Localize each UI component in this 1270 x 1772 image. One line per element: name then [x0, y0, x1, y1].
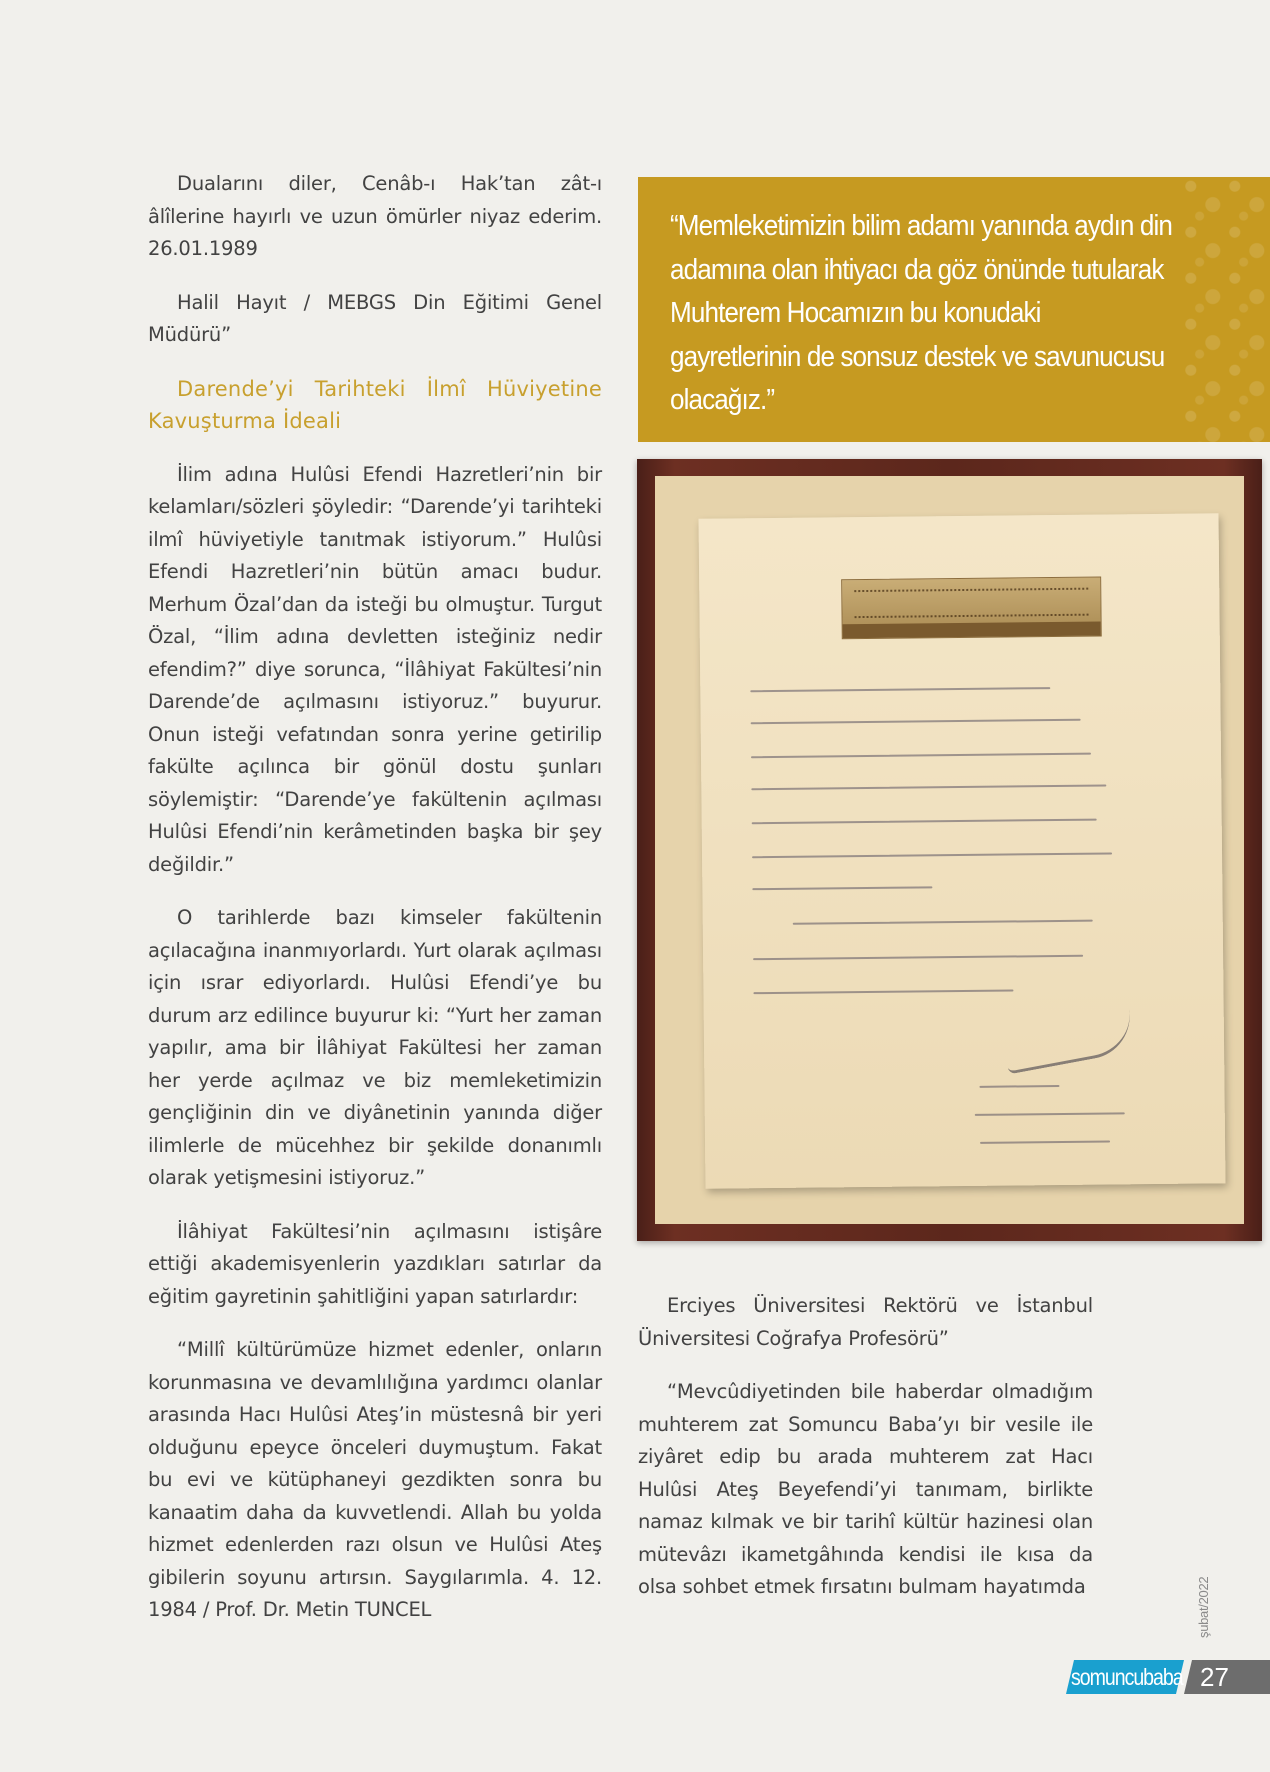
handwriting-line: [753, 955, 1083, 960]
paragraph: Dualarını diler, Cenâb-ı Hak’tan zât-ı âlîlerine hayırlı ve uzun ömürler niyaz ederim. 26.01.1989: [148, 172, 602, 260]
handwriting-line: [751, 719, 1081, 724]
right-column: [638, 1290, 1093, 1625]
handwriting-line: [752, 886, 932, 890]
handwriting-line: [752, 819, 1097, 825]
paragraph: “Millî kültürümüze hizmet edenler, onların korunmasına ve devamlılığına yardımcı olanlar arasında Hacı Hulûsi Ateş’in müstesnâ bir yeri olduğunu epeyce önceleri duymuştum. Fakat bu evi ve kütüphaneyi gezdikten sonra bu kanaatim daha da kuvvetlendi. Allah bu yolda hizmet edenlerden razı olsun ve Hulûsi Ateş gibilerin soyunu artırsın. Saygılarımla. 4. 12. 1984 / Prof. Dr. Metin TUNCEL: [148, 1338, 602, 1621]
signature-icon: [1001, 1008, 1137, 1074]
handwriting-line: [975, 1112, 1125, 1116]
handwriting-line: [751, 753, 1091, 759]
handwriting-line: [793, 920, 1093, 925]
paragraph: Halil Hayıt / MEBGS Din Eğitimi Genel Müdürü”: [148, 290, 602, 346]
calligraphy-icon: [854, 588, 1088, 618]
paragraph: Erciyes Üniversitesi Rektörü ve İstanbul Üniversitesi Coğrafya Profesörü”: [638, 1294, 1093, 1350]
paragraph: “Mevcûdiyetinden bile haberdar olmadığım muhterem zat Somuncu Baba’yı bir vesile ile ziyâret edip bu arada muhterem zat Hacı Hulûsi Ateş Beyefendi’yi tanımam, birlikte namaz kılmak ve bir tarihî kültür hazinesi olan mütevâzı ikametgâhında kendisi ile kısa da olsa sohbet etmek fırsatını bulmam hayatımda: [638, 1380, 1093, 1598]
pull-quote-text: “Memleketimizin bilim adamı yanında aydın din adamına olan ihtiyacı da göz önünde tutularak Muhterem Hocamızın bu konudaki gayretlerinin de sonsuz destek ve savunucusu olacağız.”: [670, 210, 1173, 416]
floral-pattern-icon: [1182, 177, 1270, 442]
handwriting-line: [751, 784, 1106, 790]
framed-letter-photo: [637, 459, 1262, 1241]
section-subheading: Darende’yi Tarihteki İlmî Hüviyetine Kavuşturma İdeali: [148, 376, 602, 433]
brand-name: somuncubaba: [1071, 1664, 1183, 1690]
issue-date: şubat/2022: [1196, 1576, 1211, 1638]
handwriting-line: [752, 852, 1112, 858]
page-number: 27: [1200, 1662, 1229, 1692]
pull-quote-box: [638, 177, 1270, 442]
paragraph: İlâhiyat Fakültesi’nin açılmasını istişâre ettiği akademisyenlerin yazdıkları satırlar da eğitim gayretinin şahitliğini yapan satırlardır:: [148, 1219, 602, 1308]
handwriting-line: [750, 687, 1050, 692]
handwriting-line: [753, 989, 1013, 994]
letterhead-band: [843, 622, 1101, 639]
paragraph: İlim adına Hulûsi Efendi Hazretleri’nin bir kelamları/sözleri şöyledir: “Darende’yi tarihteki ilmî hüviyetiyle tanıtmak istiyorum.” Hulûsi Efendi Hazretleri’nin bütün amacı budur. Merhum Özal’dan da isteği bu olmuştur. Turgut Özal, “İlim adına devletten isteğiniz nedir efendim?” diye sorunca, “İlâhiyat Fakültesi’nin Darende’de açılmasını istiyoruz.” buyurur. Onun isteği vefatından sonra yerine getirilip fakülte açılınca bir gönül dostu şunları söylemiştir: “Darende’ye fakültenin açılması Hulûsi Efendi’nin kerâmetinden başka bir şey değildir.”: [148, 462, 602, 876]
handwriting-line: [980, 1140, 1110, 1143]
letterhead-logo: [841, 577, 1102, 640]
paragraph: O tarihlerde bazı kimseler fakültenin açılacağına inanmıyorlardı. Yurt olarak açılması için ısrar ediyorlardı. Hulûsi Efendi’ye bu durum arz edilince buyurur ki: “Yurt her zaman yapılır, ama bir İlâhiyat Fakültesi her zaman her yerde açılmaz ve biz memleketimizin gençliğinin din ve diyânetinin yanında diğer ilimlerle de mücehhez bir şekilde donanımlı olarak yetişmesini istiyoruz.”: [148, 906, 602, 1189]
handwritten-letter: [699, 513, 1226, 1188]
photo-mat: [655, 476, 1244, 1224]
handwriting-line: [979, 1085, 1059, 1088]
left-column: [148, 168, 602, 1648]
